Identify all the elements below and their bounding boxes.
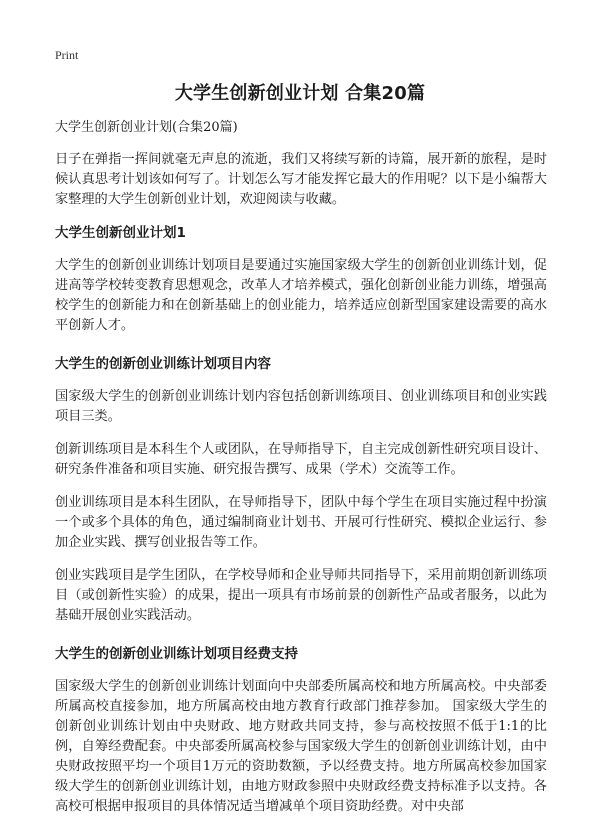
section-paragraph: 国家级大学生的创新创业训练计划内容包括创新训练项目、创业训练项目和创业实践项目三类。	[55, 389, 547, 424]
section-paragraph: 创业训练项目是本科生团队，在导师指导下，团队中每个学生在项目实施过程中扮演一个或多个具体的角色，通过编制商业计划书、开展可行性研究、模拟企业运行、参加企业实践、撰写创业报告等工作。	[55, 495, 547, 550]
section-heading: 大学生创新创业计划1	[55, 225, 186, 241]
section-paragraph: 国家级大学生的创新创业训练计划面向中央部委所属高校和地方所属高校。中央部委所属高校直接参加，地方所属高校由地方教育行政部门推荐参加。 国家级大学生的创新创业训练计划由中央财政、地方财政共同支持，参与高校按照不低于1:1的比例，自筹经费配套。中央部委所属高校参与国家级大学生的创新创业训练计划，由中央财政按照平均一个项目1万元的资助数额，予以经费支持。地方所属高校参加国家级大学生的创新创业训练计划，由地方财政参照中央财政经费支持标准予以支持。各高校可根据申报项目的具体情况适当增减单个项目资助经费。对中央部	[55, 679, 547, 814]
section-paragraph: 创业实践项目是学生团队，在学校导师和企业导师共同指导下，采用前期创新训练项目（或创新性实验）的成果，提出一项具有市场前景的创新性产品或者服务，以此为基础开展创业实践活动。	[55, 568, 547, 623]
section-paragraph: 创新训练项目是本科生个人或团队，在导师指导下，自主完成创新性研究项目设计、研究条件准备和项目实施、研究报告撰写、成果（学术）交流等工作。	[55, 442, 547, 477]
article-subtitle: 大学生创新创业计划(合集20篇)	[55, 120, 238, 135]
section-heading: 大学生的创新创业训练计划项目内容	[55, 356, 271, 372]
section-paragraph: 大学生的创新创业训练计划项目是要通过实施国家级大学生的创新创业训练计划，促进高等学校转变教育思想观念，改革人才培养模式，强化创新创业能力训练，增强高校学生的创新能力和在创新基础上的创业能力，培养适应创新型国家建设需要的高水平创新人才。	[55, 258, 547, 333]
section-heading: 大学生的创新创业训练计划项目经费支持	[55, 646, 298, 662]
print-link[interactable]: Print	[55, 48, 79, 62]
intro-paragraph: 日子在弹指一挥间就毫无声息的流逝，我们又将续写新的诗篇，展开新的旅程，是时候认真思考计划该如何写了。计划怎么写才能发挥它最大的作用呢？以下是小编帮大家整理的大学生创新创业计划，欢迎阅读与收藏。	[55, 152, 547, 207]
article-body	[55, 118, 547, 830]
page-title: 大学生创新创业计划 合集20篇	[174, 83, 426, 104]
